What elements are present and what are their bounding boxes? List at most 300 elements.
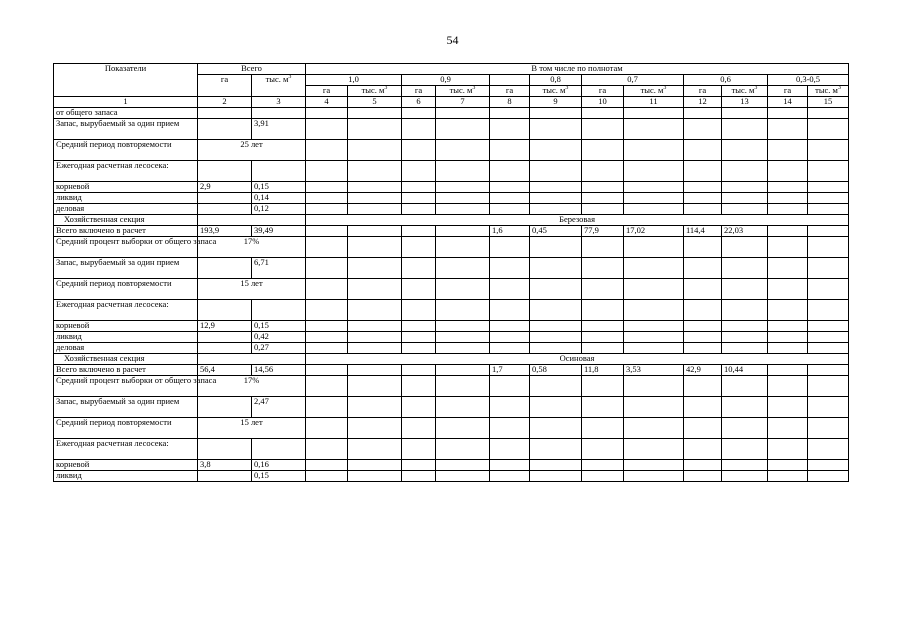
table-cell (624, 332, 684, 343)
table-cell (768, 108, 808, 119)
table-cell (808, 182, 849, 193)
table-cell (722, 182, 768, 193)
row-label: Ежегодная расчетная лесосека: (54, 161, 198, 182)
table-cell: 0,58 (530, 365, 582, 376)
table-cell (768, 237, 808, 258)
header-unit-m3: тыс. $м^3$ (436, 86, 490, 97)
table-cell (582, 332, 624, 343)
table-cell (684, 182, 722, 193)
table-cell (490, 182, 530, 193)
table-cell (490, 237, 530, 258)
table-cell (490, 332, 530, 343)
table-cell (624, 119, 684, 140)
table-cell (582, 237, 624, 258)
table-cell: 0,15 (252, 471, 306, 482)
table-cell (530, 321, 582, 332)
table-cell: 11,8 (582, 365, 624, 376)
table-cell (722, 376, 768, 397)
table-cell (402, 237, 436, 258)
row-label: Средний период повторяемости (54, 140, 198, 161)
table-cell: 6,71 (252, 258, 306, 279)
table-cell (808, 140, 849, 161)
table-cell (490, 343, 530, 354)
table-cell (348, 397, 402, 418)
table-cell (198, 332, 252, 343)
table-row (54, 365, 849, 376)
table-cell (624, 108, 684, 119)
row-label: Средний период повторяемости (54, 418, 198, 439)
table-cell (252, 300, 306, 321)
row-label: Ежегодная расчетная лесосека: (54, 300, 198, 321)
table-cell: 17,02 (624, 226, 684, 237)
table-cell (402, 161, 436, 182)
header-density: 0,7 (582, 75, 684, 86)
table-cell (808, 226, 849, 237)
table-cell (530, 161, 582, 182)
merged-value: 15 лет (198, 279, 306, 300)
row-label: Ежегодная расчетная лесосека: (54, 439, 198, 460)
table-cell (768, 193, 808, 204)
table-cell (530, 343, 582, 354)
table-cell (768, 471, 808, 482)
merged-value: 25 лет (198, 140, 306, 161)
table-cell (306, 471, 348, 482)
header-unit-ha: га (490, 86, 530, 97)
table-cell (684, 108, 722, 119)
header-total: Всего (198, 64, 306, 75)
column-number: 9 (530, 97, 582, 108)
table-row (54, 418, 849, 439)
table-cell (436, 161, 490, 182)
table-cell (722, 119, 768, 140)
table-cell (348, 365, 402, 376)
table-cell (582, 140, 624, 161)
table-row (54, 279, 849, 300)
table-cell (436, 418, 490, 439)
table-cell (306, 332, 348, 343)
table-cell: 0,16 (252, 460, 306, 471)
table-cell (684, 193, 722, 204)
table-cell (722, 140, 768, 161)
row-label: Запас, вырубаемый за один прием (54, 258, 198, 279)
table-cell (582, 204, 624, 215)
table-row (54, 460, 849, 471)
table-cell (582, 161, 624, 182)
table-row (54, 204, 849, 215)
row-label: Всего включено в расчет (54, 226, 198, 237)
table-cell (722, 204, 768, 215)
table-cell (582, 321, 624, 332)
table-cell (402, 193, 436, 204)
table-cell (198, 471, 252, 482)
table-cell (348, 140, 402, 161)
table-row (54, 140, 849, 161)
column-number: 5 (348, 97, 402, 108)
table-cell (684, 460, 722, 471)
table-cell (684, 471, 722, 482)
table-cell (436, 279, 490, 300)
table-row (54, 258, 849, 279)
table-cell (684, 279, 722, 300)
table-cell (722, 332, 768, 343)
row-label: Хозяйственная секция (54, 215, 198, 226)
table-cell (808, 161, 849, 182)
table-cell (722, 108, 768, 119)
section-blank (198, 354, 306, 365)
table-cell (348, 321, 402, 332)
column-number: 8 (490, 97, 530, 108)
table-cell (768, 343, 808, 354)
table-cell (402, 332, 436, 343)
table-cell (306, 365, 348, 376)
table-cell (684, 237, 722, 258)
table-row (54, 376, 849, 397)
table-cell (624, 279, 684, 300)
table-cell (808, 460, 849, 471)
column-number: 11 (624, 97, 684, 108)
table-cell (306, 279, 348, 300)
table-cell (348, 332, 402, 343)
table-cell (436, 193, 490, 204)
table-cell: 14,56 (252, 365, 306, 376)
table-cell (436, 258, 490, 279)
table-cell: 10,44 (722, 365, 768, 376)
table-cell (624, 460, 684, 471)
table-cell (582, 193, 624, 204)
page-number: 54 (446, 33, 459, 47)
table-cell (722, 237, 768, 258)
table-cell: 0,14 (252, 193, 306, 204)
table-cell (530, 332, 582, 343)
row-label: ликвид (54, 471, 198, 482)
table-cell (306, 258, 348, 279)
table-cell (436, 365, 490, 376)
merged-value: 17% (198, 376, 306, 397)
table-cell (198, 161, 252, 182)
table-cell (198, 439, 252, 460)
table-cell (768, 182, 808, 193)
table-cell (808, 471, 849, 482)
header-total-ha: га (198, 75, 252, 97)
table-cell (348, 161, 402, 182)
table-cell (306, 321, 348, 332)
table-row (54, 182, 849, 193)
table-cell (624, 343, 684, 354)
table-row (54, 119, 849, 140)
table-cell (808, 258, 849, 279)
table-cell (722, 471, 768, 482)
row-label: Всего включено в расчет (54, 365, 198, 376)
table-cell (582, 300, 624, 321)
table-cell (808, 204, 849, 215)
table-cell (722, 321, 768, 332)
table-cell (436, 439, 490, 460)
table-row (54, 439, 849, 460)
row-label: Средний процент выборки от общего запаса (54, 237, 198, 258)
table-cell (252, 108, 306, 119)
table-cell (684, 119, 722, 140)
table-cell (808, 397, 849, 418)
table-cell (684, 204, 722, 215)
table-cell: 3,8 (198, 460, 252, 471)
row-label: корневой (54, 321, 198, 332)
table-cell (808, 332, 849, 343)
table-cell (624, 300, 684, 321)
table-cell (768, 439, 808, 460)
table-cell: 12,9 (198, 321, 252, 332)
row-label: от общего запаса (54, 108, 198, 119)
table-cell (768, 140, 808, 161)
table-cell (768, 226, 808, 237)
table-cell (808, 321, 849, 332)
table-row (54, 193, 849, 204)
table-cell (198, 343, 252, 354)
table-cell: 2,9 (198, 182, 252, 193)
table-cell (436, 343, 490, 354)
table-cell (624, 471, 684, 482)
table-cell (530, 193, 582, 204)
table-cell (768, 332, 808, 343)
table-cell (348, 182, 402, 193)
table-cell (490, 279, 530, 300)
header-density: 0,3-0,5 (768, 75, 849, 86)
table-row (54, 300, 849, 321)
table-cell (808, 279, 849, 300)
row-label: Средний процент выборки от общего запаса (54, 376, 198, 397)
table-cell (490, 119, 530, 140)
table-cell (530, 300, 582, 321)
table-cell (306, 237, 348, 258)
table-cell (684, 140, 722, 161)
table-row (54, 226, 849, 237)
table-cell: 39,49 (252, 226, 306, 237)
table-cell (722, 397, 768, 418)
column-number: 12 (684, 97, 722, 108)
table-cell (530, 258, 582, 279)
table-cell (582, 279, 624, 300)
table-cell (582, 471, 624, 482)
table-cell (530, 418, 582, 439)
table-cell (348, 226, 402, 237)
row-label: корневой (54, 182, 198, 193)
table-cell (490, 140, 530, 161)
table-cell (624, 161, 684, 182)
table-cell (768, 460, 808, 471)
table-cell: 114,4 (684, 226, 722, 237)
table-cell (582, 376, 624, 397)
header-unit-ha: га (684, 86, 722, 97)
column-number: 3 (252, 97, 306, 108)
table-cell (530, 460, 582, 471)
table-cell (402, 300, 436, 321)
table-cell (402, 204, 436, 215)
table-cell: 56,4 (198, 365, 252, 376)
table-cell (582, 119, 624, 140)
table-cell: 22,03 (722, 226, 768, 237)
table-cell (808, 119, 849, 140)
table-cell (402, 460, 436, 471)
table-cell (306, 343, 348, 354)
table-cell (582, 258, 624, 279)
table-cell (436, 182, 490, 193)
table-cell (768, 279, 808, 300)
header-density: 0,8 (530, 75, 582, 86)
header-unit-ha: га (402, 86, 436, 97)
section-name: Березовая (306, 215, 849, 226)
row-label: ликвид (54, 332, 198, 343)
table-cell (768, 397, 808, 418)
row-label: Запас, вырубаемый за один прием (54, 119, 198, 140)
table-cell (306, 119, 348, 140)
row-label: Хозяйственная секция (54, 354, 198, 365)
table-row (54, 108, 849, 119)
column-number: 4 (306, 97, 348, 108)
table-cell (436, 332, 490, 343)
table-cell (530, 140, 582, 161)
table-cell (582, 439, 624, 460)
column-number: 10 (582, 97, 624, 108)
table-cell (530, 439, 582, 460)
table-cell: 0,15 (252, 182, 306, 193)
header-density: 0,6 (684, 75, 768, 86)
table-cell (722, 300, 768, 321)
table-cell (348, 439, 402, 460)
table-cell (348, 279, 402, 300)
row-label: корневой (54, 460, 198, 471)
table-cell (624, 397, 684, 418)
table-cell (490, 471, 530, 482)
section-row (54, 354, 849, 365)
table-cell (198, 300, 252, 321)
table-cell (722, 279, 768, 300)
table-cell (490, 460, 530, 471)
table-cell (624, 321, 684, 332)
table-cell (306, 418, 348, 439)
table-cell: 0,45 (530, 226, 582, 237)
table-cell (624, 418, 684, 439)
table-cell (402, 365, 436, 376)
table-cell (306, 300, 348, 321)
table-cell (348, 193, 402, 204)
table-cell (684, 332, 722, 343)
table-cell (436, 237, 490, 258)
table-cell (530, 204, 582, 215)
forest-table (53, 63, 849, 482)
table-cell (530, 182, 582, 193)
table-cell (348, 119, 402, 140)
table-cell: 1,6 (490, 226, 530, 237)
table-cell (402, 108, 436, 119)
table-cell (198, 397, 252, 418)
table-cell (530, 119, 582, 140)
column-number: 2 (198, 97, 252, 108)
table-cell (768, 376, 808, 397)
table-cell: 3,53 (624, 365, 684, 376)
table-cell (402, 471, 436, 482)
table-cell (490, 321, 530, 332)
table-cell (402, 182, 436, 193)
table-cell (582, 182, 624, 193)
row-label: Запас, вырубаемый за один прием (54, 397, 198, 418)
table-cell (306, 161, 348, 182)
table-cell (684, 376, 722, 397)
table-cell (436, 460, 490, 471)
table-cell: 0,12 (252, 204, 306, 215)
header-unit-ha: га (768, 86, 808, 97)
table-cell (402, 321, 436, 332)
table-cell (684, 258, 722, 279)
table-cell (722, 161, 768, 182)
header-density: 1,0 (306, 75, 402, 86)
table-cell (582, 460, 624, 471)
row-label: ликвид (54, 193, 198, 204)
table-cell: 1,7 (490, 365, 530, 376)
table-cell (490, 161, 530, 182)
table-cell (768, 300, 808, 321)
table-cell (722, 418, 768, 439)
table-cell (808, 365, 849, 376)
table-cell (306, 193, 348, 204)
table-cell (402, 226, 436, 237)
table-row (54, 237, 849, 258)
table-cell (722, 439, 768, 460)
table-cell (684, 161, 722, 182)
table-cell (582, 108, 624, 119)
table-cell (198, 119, 252, 140)
table-cell (490, 300, 530, 321)
merged-value: 17% (198, 237, 306, 258)
table-cell (348, 418, 402, 439)
table-cell (402, 279, 436, 300)
table-cell (582, 397, 624, 418)
table-cell (490, 439, 530, 460)
table-cell (348, 300, 402, 321)
table-cell (684, 321, 722, 332)
table-row (54, 161, 849, 182)
table-cell: 77,9 (582, 226, 624, 237)
table-cell (436, 119, 490, 140)
row-label: деловая (54, 343, 198, 354)
header-indicators: Показатели (54, 64, 198, 97)
table-cell (624, 140, 684, 161)
table-cell (722, 193, 768, 204)
section-name: Осиновая (306, 354, 849, 365)
table-cell (490, 204, 530, 215)
table-cell: 42,9 (684, 365, 722, 376)
table-cell (490, 397, 530, 418)
table-cell (348, 204, 402, 215)
column-number: 6 (402, 97, 436, 108)
table-cell (808, 376, 849, 397)
table-cell (530, 108, 582, 119)
table-cell (490, 258, 530, 279)
table-cell (490, 193, 530, 204)
table-cell (684, 439, 722, 460)
table-cell (306, 376, 348, 397)
table-row (54, 471, 849, 482)
table-cell (808, 343, 849, 354)
table-cell (198, 193, 252, 204)
table-cell: 0,27 (252, 343, 306, 354)
table-cell (306, 460, 348, 471)
table-cell (436, 140, 490, 161)
header-by-density: В том числе по полнотам (306, 64, 849, 75)
table-cell (722, 460, 768, 471)
table-cell (624, 376, 684, 397)
table-cell (624, 237, 684, 258)
table-cell (402, 376, 436, 397)
table-cell (624, 182, 684, 193)
